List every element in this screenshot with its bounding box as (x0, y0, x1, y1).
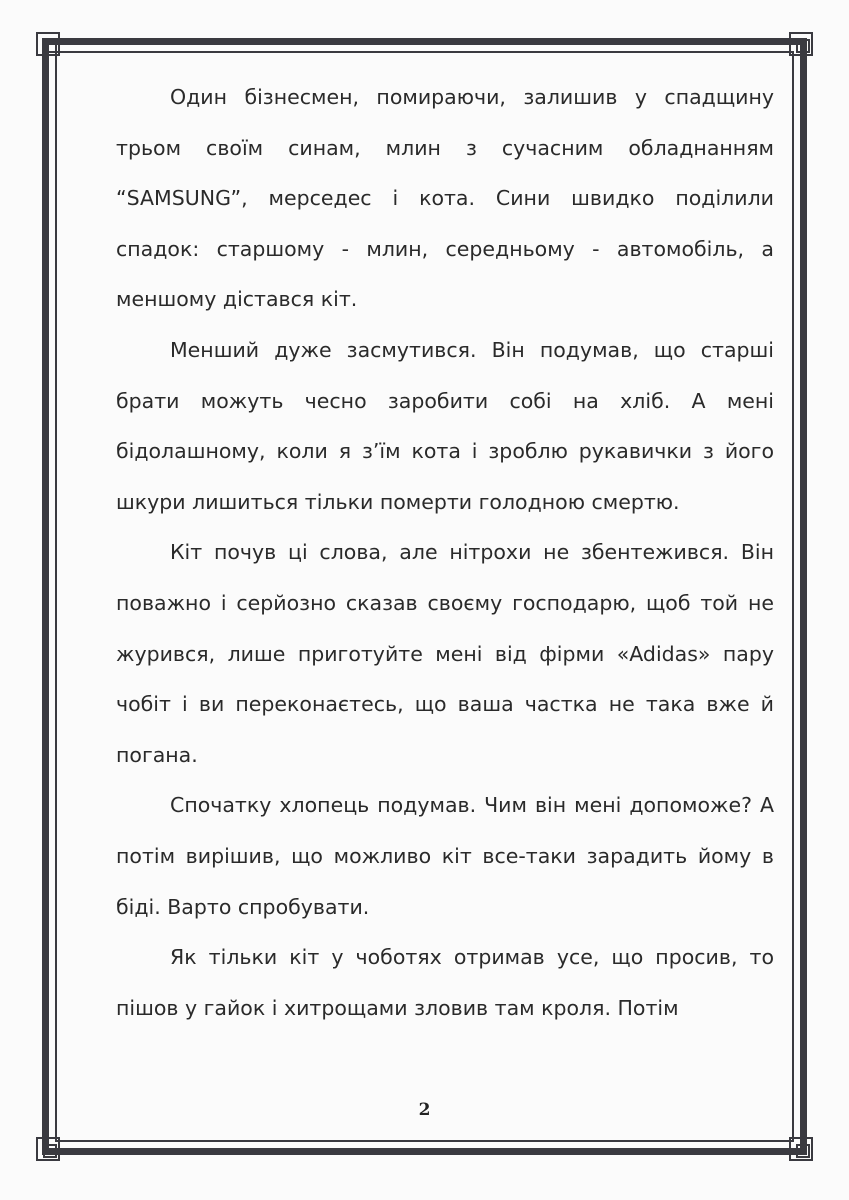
frame-corner-ornament (36, 32, 60, 56)
paragraph: Як тільки кіт у чоботях отримав усе, що просив, то пішов у гайок і хитрощами зловив там кроля. Потім (116, 945, 774, 1020)
frame-corner-ornament (789, 1137, 813, 1161)
frame-corner-ornament (36, 1137, 60, 1161)
page-number: 2 (418, 1100, 431, 1120)
frame-corner-ornament (789, 32, 813, 56)
paragraph: Спочатку хлопець подумав. Чим він мені допоможе? А потім вирішив, що можливо кіт все-таки зарадить йому в біді. Варто спробувати. (116, 793, 774, 919)
paragraph: Кіт почув ці слова, але нітрохи не збентежився. Він поважно і серйозно сказав своєму господарю, щоб той не журився, лише приготуйте мені від фірми «Adidas» пару чобіт і ви переконаєтесь, що ваша частка не така вже й погана. (116, 540, 774, 767)
paragraph: Менший дуже засмутився. Він подумав, що старші брати можуть чесно заробити собі на хліб. А мені бідолашному, коли я з’їм кота і зроблю рукавички з його шкури лишиться тільки померти голодною смертю. (116, 337, 774, 514)
paragraph: Один бізнесмен, помираючи, залишив у спадщину трьом своїм синам, млин з сучасним обладнанням “SAMSUNG”, мерседес і кота. Сини швидко поділили спадок: старшому - млин, середньому - автомобіль, а меншому дістався кіт. (116, 85, 774, 312)
story-text (116, 72, 774, 1033)
